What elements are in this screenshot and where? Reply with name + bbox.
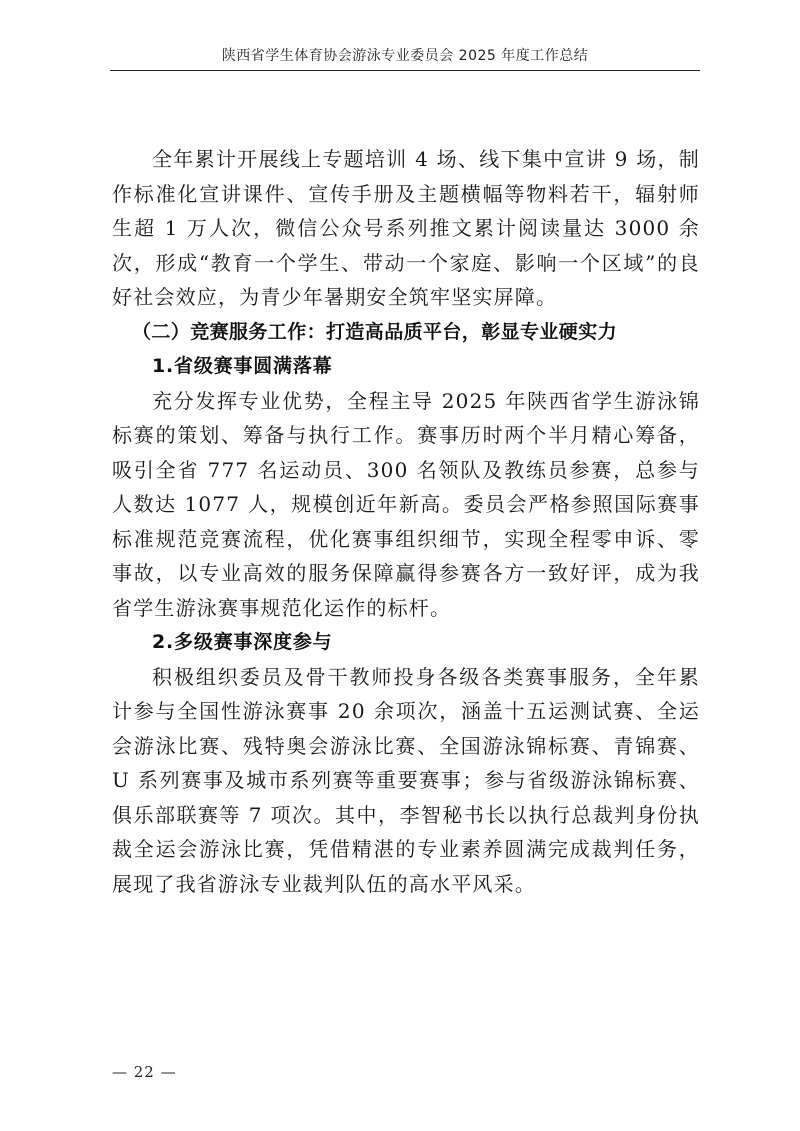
subheading-multi-level-events: 2.多级赛事深度参与	[152, 631, 333, 653]
document-body	[112, 142, 700, 901]
subheading-provincial-events: 1.省级赛事圆满落幕	[152, 355, 333, 377]
section-heading-competition: （二）竞赛服务工作：打造高品质平台，彰显专业硬实力	[132, 320, 618, 343]
page-header	[110, 44, 700, 71]
header-title: 陕西省学生体育协会游泳专业委员会 2025 年度工作总结	[221, 48, 589, 64]
paragraph-intro: 全年累计开展线上专题培训 4 场、线下集中宣讲 9 场，制作标准化宣讲课件、宣传手册及主题横幅等物料若干，辐射师生超 1 万人次，微信公众号系列推文累计阅读量达 3000 余次，形成“教育一个学生、带动一个家庭、影响一个区域”的良好社会效应，为青少年暑期安全筑牢坚实屏障。	[112, 147, 700, 309]
page-number: — 22 —	[112, 1063, 177, 1081]
paragraph-multi-level-events: 积极组织委员及骨干教师投身各级各类赛事服务，全年累计参与全国性游泳赛事 20 余项次，涵盖十五运测试赛、全运会游泳比赛、残特奥会游泳比赛、全国游泳锦标赛、青锦赛、U 系列赛事及城市系列赛等重要赛事；参与省级游泳锦标赛、俱乐部联赛等 7 项次。其中，李智秘书长以执行总裁判身份执裁全运会游泳比赛，凭借精湛的专业素养圆满完成裁判任务，展现了我省游泳专业裁判队伍的高水平风采。	[112, 664, 700, 896]
paragraph-provincial-events: 充分发挥专业优势，全程主导 2025 年陕西省学生游泳锦标赛的策划、筹备与执行工作。赛事历时两个半月精心筹备，吸引全省 777 名运动员、300 名领队及教练员参赛，总参与人数达 1077 人，规模创近年新高。委员会严格参照国际赛事标准规范竞赛流程，优化赛事组织细节，实现全程零申诉、零事故，以专业高效的服务保障赢得参赛各方一致好评，成为我省学生游泳赛事规范化运作的标杆。	[112, 388, 700, 620]
